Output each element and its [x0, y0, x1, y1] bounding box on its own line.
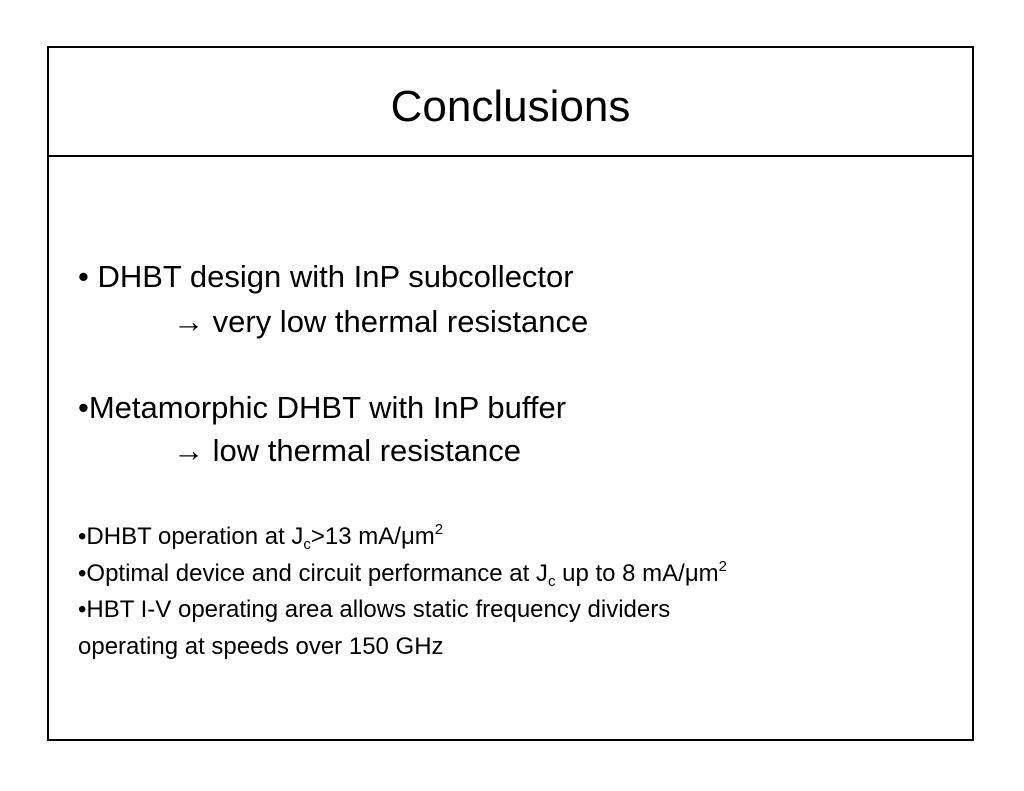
result-text: very low thermal resistance [212, 304, 589, 339]
bullet-static-dividers: •HBT I-V operating area allows static frequency dividers [78, 596, 671, 623]
bullet-text: •Optimal device and circuit performance at J [78, 560, 548, 587]
bullet-text: up to 8 mA/ [555, 560, 685, 587]
bullet-text: >13 mA/ [310, 523, 401, 550]
title-bar [49, 48, 972, 157]
unit: m [414, 523, 435, 550]
superscript: 2 [718, 558, 728, 575]
bullet-optimal-performance [78, 559, 727, 589]
bullet-text: •DHBT operation at J [78, 523, 304, 550]
micro-symbol: μ [684, 560, 699, 587]
micro-symbol: μ [400, 523, 415, 550]
bullet-static-dividers-cont: operating at speeds over 150 GHz [78, 633, 444, 660]
bullet-metamorphic: •Metamorphic DHBT with InP buffer [78, 390, 567, 425]
bullet-inp-subcollector-result [173, 303, 588, 341]
bullet-dhbt-operation [78, 522, 443, 552]
arrow-right-icon: → [173, 433, 204, 468]
arrow-right-icon: → [173, 304, 204, 339]
subscript: c [303, 536, 311, 553]
bullet-inp-subcollector: • DHBT design with InP subcollector [78, 259, 574, 294]
bullet-metamorphic-result [173, 432, 521, 470]
superscript: 2 [434, 521, 444, 538]
subscript: c [547, 573, 556, 590]
slide-title: Conclusions [390, 82, 631, 131]
unit: m [698, 560, 719, 587]
result-text: low thermal resistance [212, 433, 522, 468]
